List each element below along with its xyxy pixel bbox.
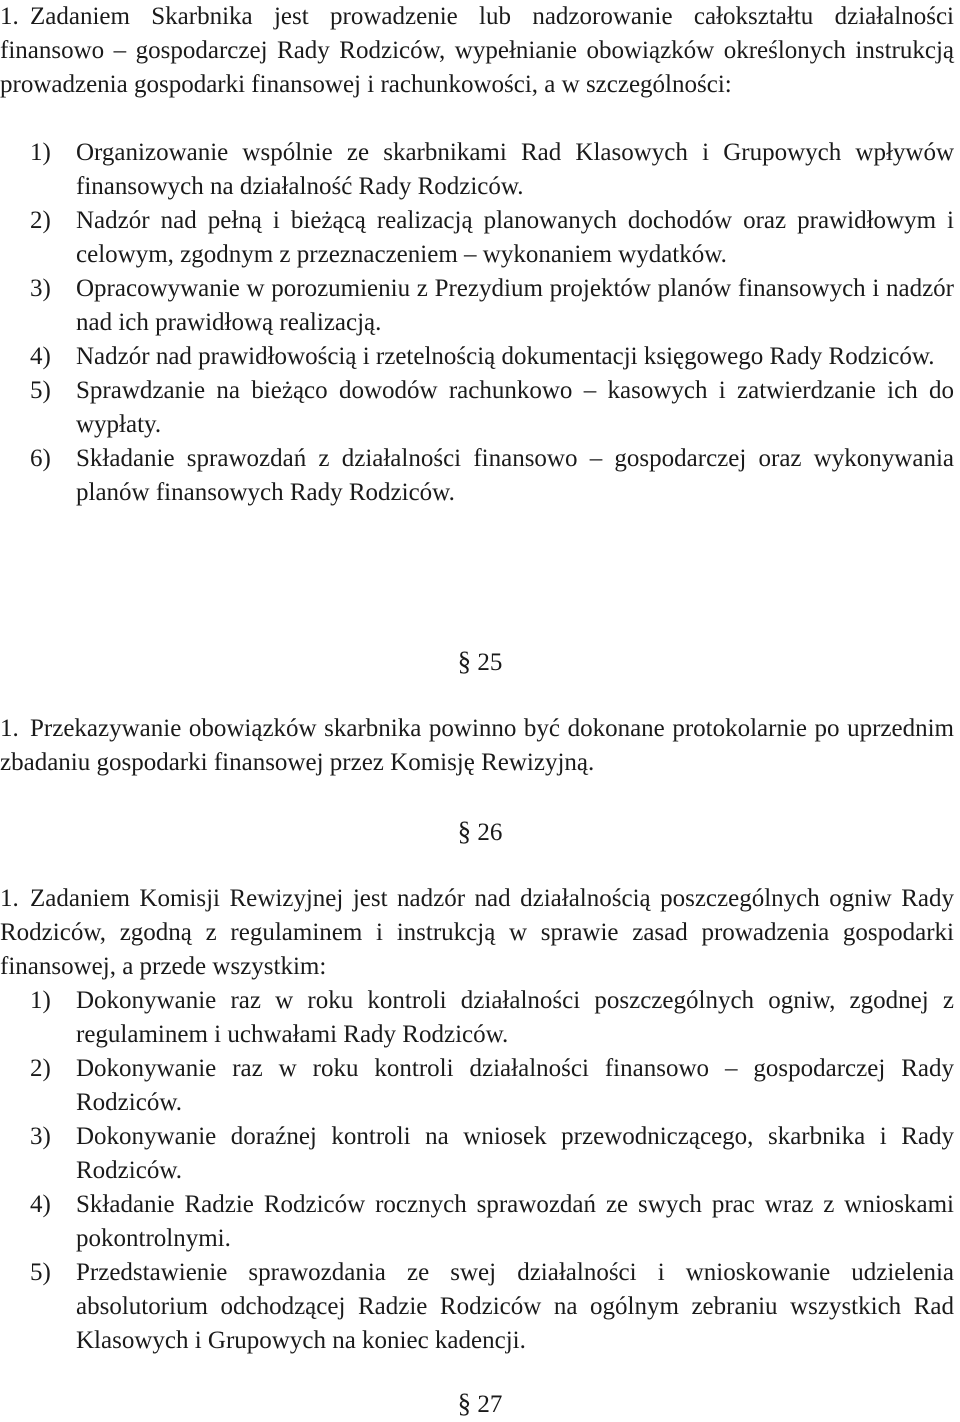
section-heading-26 <box>0 814 960 850</box>
list-marker: 1) <box>30 987 51 1014</box>
list-item-text: Nadzór nad prawidłowością i rzetelnością dokumentacji księgowego Rady Rodziców. <box>76 343 935 370</box>
list-marker: 3) <box>30 275 51 302</box>
section-heading-27 <box>0 1386 960 1422</box>
list-marker: 2) <box>30 207 51 234</box>
section-number: 27 <box>477 1391 503 1418</box>
audit-committee-intro <box>0 882 954 984</box>
list-item <box>30 374 954 442</box>
section-25-paragraph <box>0 712 954 780</box>
paragraph-number: 1. <box>0 885 19 912</box>
paragraph-text: Przekazywanie obowiązków skarbnika powinno być dokonane protokolarnie po uprzednim zbadaniu gospodarki finansowej przez Komisję Rewizyjną. <box>0 715 954 776</box>
list-item-text: Składanie Radzie Rodziców rocznych sprawozdań ze swych prac wraz z wnioskami pokontrolnymi. <box>76 1191 954 1252</box>
list-marker: 5) <box>30 1259 51 1286</box>
section-sign: § <box>457 816 472 846</box>
paragraph-number: 1. <box>0 3 19 30</box>
list-item-text: Sprawdzanie na bieżąco dowodów rachunkowo – kasowych i zatwierdzanie ich do wypłaty. <box>76 377 954 438</box>
list-item-text: Dokonywanie raz w roku kontroli działalności finansowo – gospodarczej Rady Rodziców. <box>76 1055 954 1116</box>
list-item-text: Dokonywanie raz w roku kontroli działalności poszczególnych ogniw, zgodnej z regulaminem i uchwałami Rady Rodziców. <box>76 987 954 1048</box>
paragraph-number: 1. <box>0 715 19 742</box>
section-sign: § <box>457 646 472 676</box>
section-number: 25 <box>477 649 503 676</box>
audit-committee-duties-list <box>30 984 954 1358</box>
section-number: 26 <box>477 819 503 846</box>
list-item <box>30 272 954 340</box>
paragraph-text: Zadaniem Skarbnika jest prowadzenie lub nadzorowanie całokształtu działalności finansowo – gospodarczej Rady Rodziców, wypełnianie obowiązków określonych instrukcją prowadzenia gospodarki finansowej i rachunkowości, a w szczególności: <box>0 3 954 98</box>
list-item <box>30 442 954 510</box>
list-item-text: Dokonywanie doraźnej kontroli na wniosek przewodniczącego, skarbnika i Rady Rodziców. <box>76 1123 954 1184</box>
treasurer-duties-intro <box>0 0 954 102</box>
treasurer-duties-list <box>30 136 954 510</box>
list-item-text: Organizowanie wspólnie ze skarbnikami Rad Klasowych i Grupowych wpływów finansowych na działalność Rady Rodziców. <box>76 139 954 200</box>
list-marker: 5) <box>30 377 51 404</box>
list-item <box>30 204 954 272</box>
list-item <box>30 1120 954 1188</box>
list-item-text: Przedstawienie sprawozdania ze swej działalności i wnioskowanie udzielenia absolutorium odchodzącej Radzie Rodziców na ogólnym zebraniu wszystkich Rad Klasowych i Grupowych na koniec kadencji. <box>76 1259 954 1354</box>
list-item <box>30 1052 954 1120</box>
list-marker: 3) <box>30 1123 51 1150</box>
section-sign: § <box>457 1388 472 1418</box>
list-marker: 4) <box>30 343 51 370</box>
list-item <box>30 984 954 1052</box>
paragraph-text: Zadaniem Komisji Rewizyjnej jest nadzór nad działalnością poszczególnych ogniw Rady Rodziców, zgodną z regulaminem i instrukcją w sprawie zasad prowadzenia gospodarki finansowej, a przede wszystkim: <box>0 885 954 980</box>
list-marker: 4) <box>30 1191 51 1218</box>
list-marker: 2) <box>30 1055 51 1082</box>
list-item-text: Składanie sprawozdań z działalności finansowo – gospodarczej oraz wykonywania planów finansowych Rady Rodziców. <box>76 445 954 506</box>
section-heading-25 <box>0 644 960 680</box>
list-marker: 6) <box>30 445 51 472</box>
list-marker: 1) <box>30 139 51 166</box>
list-item-text: Nadzór nad pełną i bieżącą realizacją planowanych dochodów oraz prawidłowym i celowym, zgodnym z przeznaczeniem – wykonaniem wydatków. <box>76 207 954 268</box>
list-item <box>30 1256 954 1358</box>
list-item <box>30 136 954 204</box>
list-item-text: Opracowywanie w porozumieniu z Prezydium projektów planów finansowych i nadzór nad ich prawidłową realizacją. <box>76 275 954 336</box>
list-item <box>30 340 954 374</box>
list-item <box>30 1188 954 1256</box>
